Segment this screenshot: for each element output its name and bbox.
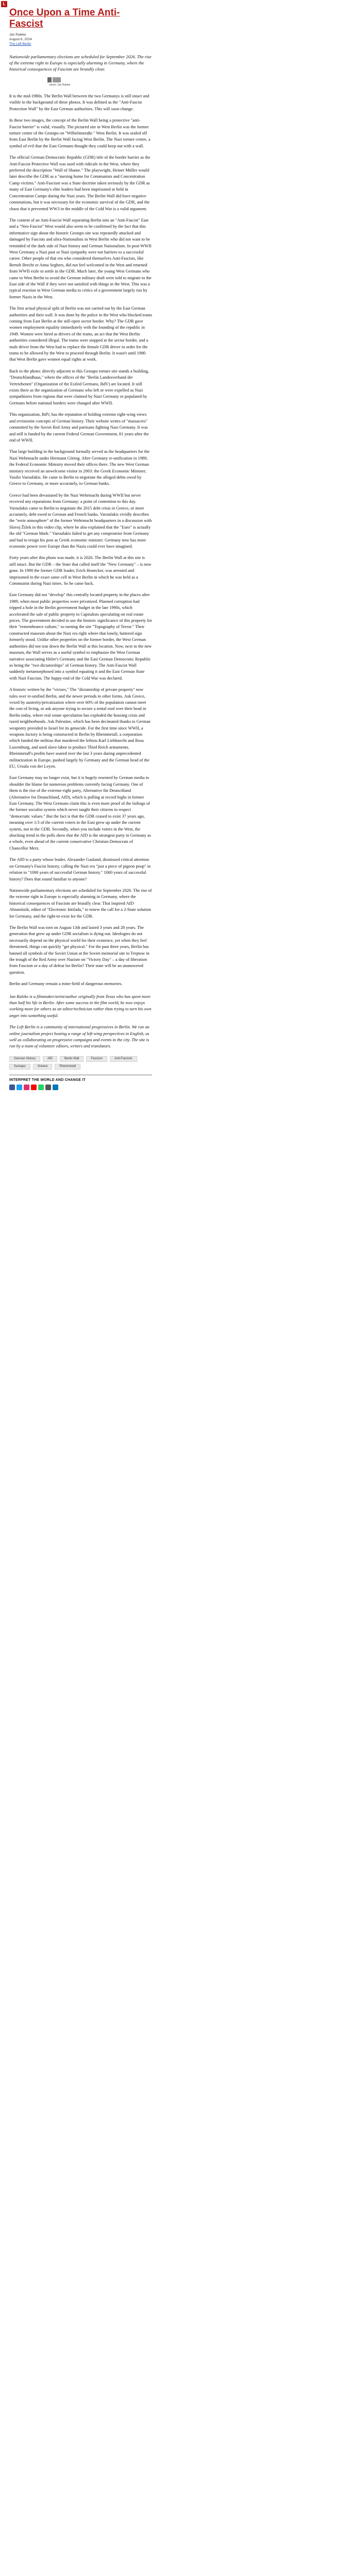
tag-chip[interactable]: Berlin Wall [60,1056,84,1062]
article-title[interactable]: Once Upon a Time Anti-Fascist [9,7,120,29]
tag-chip[interactable]: Fascism [86,1056,107,1062]
body-paragraph: In these two images, the concept of the Berlin Wall being a protective "anti-Fascist barrier" is valid, visually. The pictured site in West Berlin was the former torture center of the Gestapo on "Wilhelmstraße." West Berlin. It was sealed off from East Berlin by the Berlin Wall facing West Berlin. The Nazi torture centre, a symbol of evil that the East Germans thought they could keep out with a wall. [9,118,151,148]
body-paragraph: Forty years after this photo was made, it is 2026. The Berlin Wall at this site is still intact. But the GDR – the State that called itself the "New Germany" – is now gone. In 1990 the former GDR leader, Erich Honecker, was arrested and imprisoned in the exact same cell in West Berlin in which he was held as a Communist during Nazi times. So he came back. [9,555,152,586]
body-paragraph: The Berlin Wall was torn on August 13th and lasted 3 years and 28 years. The generation that grew up under GDR socialism is dying out. Ideologies do not necessarily depend on the physical world for their existence, yet when they feel threatened, things can quickly "get physical." For the past three years, Berlin has banned all symbols of the Soviet Union at the Soviet memorial site in Treptow in the trough of the Red Army over Nazism on "Victory Day" – a day of liberation from Fascism or a day of defeat for Berlin? Their state will be an unanswered question. [9,925,150,975]
body-paragraph: The first actual physical split of Berlin was not carried out by the East German authorities and their wall. It was done by the police in the West who blocked trams coming from East Berlin at the still-open sector border. Why? The GDR gave women employment equality immediately with the founding of the republic in 1949. Women were hired as drivers of the trams, an act that the West Berlin authorities considered illegal. The trams were stopped at the sector border, and a male driver from the West had to replace the female GDR driver in order for the trams to be allowed by the West to proceed through Berlin. It wasn't until 1980 that West Berlin gave women equal rights at work. [9,306,152,362]
article [9,7,152,1090]
body-paragraph: The official German Democratic Republic (GDR) title of the border barrier as the Anti-Fascist Protective Wall was used with ridicule in the West, where they preferred the description "Wall of Shame." The playwright, Heiner Müller would later describe the GDR as a "nursing home for Communists and Concentration Camp victims." Anti-Fascism was a State doctrine taken seriously by the GDR as many of East Germany's elite leaders had been imprisoned or held in Concentration Camps during the Nazi years. The Berlin Wall did have negative connotations, but it was necessary for the economic survival of the GDR, and the chaos that it prevented WW3 in the middle of the Cold War is a valid argument. [9,155,151,211]
body-paragraph: It is the mid-1980s. The Berlin Wall between the two Germanys is still intact and visible in the background of these photos. It was defined as the "Anti-Fascist Protection Wall" by the East German authorities. This will soon change. [9,94,150,111]
social-share-icon[interactable] [9,1084,15,1090]
tag-list [9,1056,152,1070]
photo-right [53,77,61,82]
article-body [9,93,152,988]
body-paragraph: Back to the photo: directly adjacent to this Gestapo torture site stands a building, "Deutschlandhaus," where the offices of the "Berlin Landesverband der Vertriebenen" (Organization of the Exiled Germans, BdV) are located. It still exists there as the organization of Germans who left or were expelled as Nazi sympathizers from regions that were claimed by Nazi Germany or populated by Germans before national borders were changed after WWII. [9,368,149,405]
body-paragraph: Nationwide parliamentary elections are scheduled for September 2026. The rise of the extreme right in Europe is especially alarming in Germany, where the historical consequences of Fascism are brutally clear. That inspired AfD Abramitzik, editor of "Electronic Intifada," to renew the call for a 2-State solution for Germany, and the right-to-exist for the GDR. [9,888,152,919]
body-paragraph: That large building in the background formally served as the headquarters for the Nazi Wehrmacht under Hermann Göring. After Germany re-unification in 1989, the Federal Economic Ministry moved their offices there. The new West German ministry received an unwelcome visitor in 2003: the Greek Economic Minister, Vasilis Varoufakis. He came to Berlin to negotiate the alleged debts owed by Greece to Germany, or more accurately, to German banks. [9,449,150,486]
publish-date: August 6, 2024 [9,38,32,41]
social-share-icon[interactable] [45,1084,51,1090]
tag-chip[interactable]: Anti-Fascism [110,1056,137,1062]
author-name: Jan Raleke [9,33,26,37]
body-paragraph: East Germany did not "develop" this centrally located property in the places after 1989, when most public properties were privatized. Planned corruption had tripped a hole in the Berlin government budget in the late 1990s, which accelerated the sale of public property to Capitalists speculating on real estate prices. The government decided to use the historic significance of this property for their "remembrance culture," so turning the site "Topography of Terror." Their constructed museum about the Nazi era right where that lonely, battered sign formerly stood. Unlike other properties on the former border, the West German authorities did not tear down the Berlin Wall at this location. Now, next to the new museum, the Wall serves as a useful symbol to emphasize the West German narrative associating Hitler's Germany and the East German Democratic Republic as being the "two dictatorships" of German history. The Anti-Fascist Wall suddenly metamorphosed into a symbol equating it and the East German State with Nazi Fascism. The happy-end of the Cold War was declared. [9,592,152,681]
social-share-icon[interactable] [24,1084,29,1090]
social-share-icon[interactable] [17,1084,22,1090]
body-paragraph: The AfD is a party whose leader, Alexander Gauland, dismissed critical attention on Germany's Fascist history, calling the Nazi era "just a piece of pigeon poop" in relation to "1000 years of successful German history." 1000 years of successful history? Does that sound familiar to anyone? [9,857,151,882]
body-paragraph: A historic written by the "victors," The "dictatorship of private property" now rules over re-unified Berlin, and the newer periods in other forms. Ask Greece, vexed by austerity/privatization where over 60% of the population cannot meet the cost of living, or ask anyone trying to secure a rental roof over their head in Berlin today, where real estate speculation has exploded the housing crisis and razed neighborhoods. Ask Palestine, which has been decimated thanks to German weaponry provided to Israel for its genocide. For the first time since WWII, a weapons factory is being constructed in Berlin by Rheinmetall, a corporation which funded the militias that murdered the leftists Karl Liebknecht and Rosa Luxemburg, and used slave-labor to produce Third Reich armaments. Rheinmetall's profits have soared over the last 3 years during unprecedented militarization in Europe, pushed largely by Germany and the German head of the EU, Ursula von der Leyen. [9,687,151,769]
body-paragraph: The content of an Anti-Fascist Wall separating Berlin into an "Anti-Fascist" East and a "Neo-Fascist" West would also seem to be confirmed by the fact that this informative sign about the historic Gestapo site was repeatedly attacked and damaged by Fascists and ultra-Nationalists in West Berlin who did not want to be reminded of the dark side of Nazi history and German Nationalism. In post-WWII West Germany a Nazi past or Nazi sympathy were not barriers to a successful career. Other people of that era who considered themselves Anti-Fascists, like Bertolt Brecht or Anna Seghers, did not feel welcomed in the West and returned from WWII exile to settle in the GDR. Much later, the young West Germans who came to West Berlin to avoid the German military draft were told to migrate to the East side of the Wall if they were not satisfied with things in the West. This was a typical reaction in West German media to critics of a government largely run by former Nazis in the West. [9,217,152,299]
social-share-icon[interactable] [38,1084,44,1090]
tag-chip[interactable]: Greece [33,1064,53,1070]
photo [47,77,61,82]
body-paragraph: This organization, BdV, has the reputation of holding extreme right-wing views and revisionist concepts of German history. Their website writes of "massacres" committed by the Soviet Red Army and partisans fighting Nazi Germany. It was and still is funded by the current Federal German Government, 81 years after the end of WWII. [9,412,149,443]
article-lede: Nationwide parliamentary elections are scheduled for September 2026. The rise of the extreme right in Europe is especially alarming in Germany, where the historical consequences of Fascism are brutally clear. [9,54,152,72]
tag-chip[interactable]: AfD [43,1056,57,1062]
body-paragraph: Berlin and Germany remain a mine-field of dangerous memories. [9,981,123,987]
author-bio [9,994,152,1050]
bio-paragraph: Jan Raleke is a filmmaker/artist/author originally from Texas who has spent more than half his life in Berlin. After some success in the film world, he now enjoys working more for others as an editor/technician rather than trying to turn his own anger into something useful. [9,994,152,1018]
social-links [9,1084,152,1090]
tag-chip[interactable]: German History [9,1056,40,1062]
social-share-icon[interactable] [31,1084,37,1090]
body-paragraph: Greece had been devastated by the Nazi Wehrmacht during WWII but never received any reparations from Germany: a point of contention to this day. Varoufakis came to Berlin to negotiate the 2015 debt crisis in Greece, or more accurately, debt owed to German and French banks. Varoufakis vividly describes the "eerie atmosphere" of the former Wehrmacht headquarters in a discussion with Slavoj Žižek in this video clip, where he also explained that the "Euro" is actually the old "German Mark." Varoufakis failed to get any compromise from Germany and had to resign his post as Greek economic minister. Germany now has more economic power over Europe than the Nazis could ever have imagined. [9,493,152,549]
tag-chip[interactable]: Rheinmetall [55,1064,80,1070]
photo-left [47,77,52,82]
social-share-icon[interactable] [53,1084,58,1090]
site-logo[interactable]: L [1,1,7,7]
byline [9,32,152,46]
tag-chip[interactable]: Gestapo [9,1064,30,1070]
body-paragraph: East Germany may no longer exist, but it is hugely resented by German media to shoulder the blame for numerous problems currently facing Germany. One of them is the rise of the extreme-right party, Alternative für Deutschland (Alternative for Deutschland, AfD), which is polling at record highs in former East Germany. The West Germans claim this is even more proof of the failings of the former socialist system which never taught their citizens to respect "democratic values." But the fact is that the GDR ceased to exist 37 years ago, meaning over 1/3 of the current voters in the East grew up under the current system, not in the GDR. Secondly, when you include voters in the West, the shocking trend in the polls show that the AfD is the strongest party in Germany as a whole, even ahead of the current conservative Christian Democrats of Chancellor Merz. [9,775,151,851]
source-link[interactable]: The Left Berlin [9,42,31,46]
photo-caption: photo: Jan Raleke [50,83,71,87]
bio-paragraph: The Left Berlin is a community of international progressives in Berlin. We run an online journalism project hosting a range of left-wing perspectives in English, as well as collaborating on progressive campaigns and events in the city. The site is run by a team of volunteer editors, writers and translators. [9,1025,150,1049]
interpret-heading: INTERPRET THE WORLD AND CHANGE IT [9,1078,86,1082]
